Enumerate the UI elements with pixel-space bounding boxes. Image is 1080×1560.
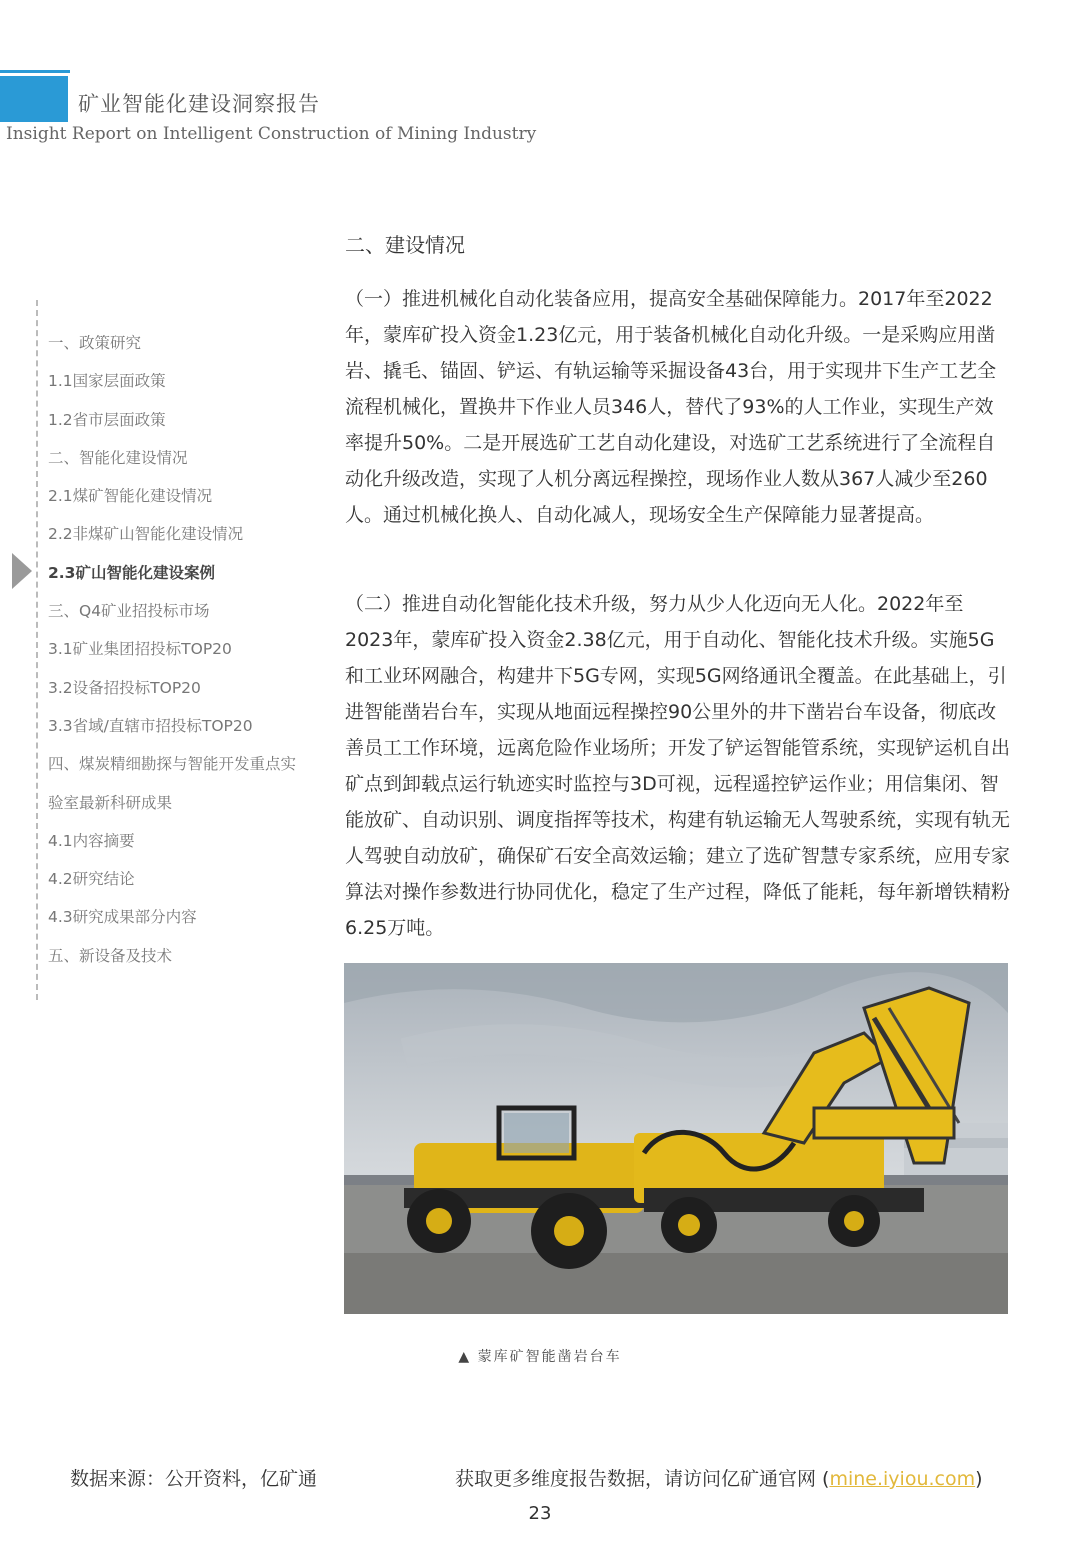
report-title: 矿业智能化建设洞察报告 <box>78 92 320 116</box>
toc-item[interactable]: 2.2非煤矿山智能化建设情况 <box>48 525 244 544</box>
website-note <box>455 1464 983 1491</box>
toc-item[interactable]: 4.1内容摘要 <box>48 831 135 850</box>
toc-item[interactable]: 五、新设备及技术 <box>48 946 173 965</box>
page-number: 23 <box>528 1503 552 1524</box>
toc-item[interactable]: 3.1矿业集团招投标TOP20 <box>48 640 232 659</box>
toc-item[interactable]: 1.2省市层面政策 <box>48 410 166 429</box>
table-of-contents <box>48 330 323 981</box>
drill-rig-photo <box>344 963 1008 1314</box>
toc-item[interactable]: 2.1煤矿智能化建设情况 <box>48 487 213 506</box>
website-note-close: ) <box>975 1468 983 1490</box>
toc-item[interactable]: 验室最新科研成果 <box>48 793 173 812</box>
report-subtitle: Insight Report on Intelligent Construction of Mining Industry <box>6 124 537 144</box>
website-link[interactable]: mine.iyiou.com <box>829 1468 976 1490</box>
toc-item[interactable]: 一、政策研究 <box>48 334 142 352</box>
image-caption: ▲ 蒙库矿智能凿岩台车 <box>458 1349 622 1365</box>
toc-item-active[interactable]: 2.3矿山智能化建设案例 <box>48 563 215 582</box>
body-paragraph-2: （二）推进自动化智能化技术升级，努力从少人化迈向无人化。2022年至2023年，蒙库矿投入资金2.38亿元，用于自动化、智能化技术升级。实施5G和工业环网融合，构建井下5G专网，实现5G网络通讯全覆盖。在此基础上，引进智能凿岩台车，实现从地面远程操控90公里外的井下凿岩台车设备，彻底改善员工工作环境，远离危险作业场所；开发了铲运智能管系统，实现铲运机自出矿点到卸载点运行轨迹实时监控与3D可视，远程遥控铲运作业；用信集闭、智能放矿、自动识别、调度指挥等技术，构建有轨运输无人驾驶系统，实现有轨无人驾驶自动放矿，确保矿石安全高效运输；建立了选矿智慧专家系统，应用专家算法对操作参数进行协同优化，稳定了生产过程，降低了能耗，每年新增铁精粉6.25万吨。 <box>345 593 1011 939</box>
toc-item[interactable]: 三、Q4矿业招投标市场 <box>48 602 210 621</box>
header-top-line <box>0 70 70 73</box>
data-source-note: 数据来源：公开资料，亿矿通 <box>70 1468 318 1490</box>
toc-item[interactable]: 4.3研究成果部分内容 <box>48 908 197 927</box>
body-paragraph-1: （一）推进机械化自动化装备应用，提高安全基础保障能力。2017年至2022年，蒙库矿投入资金1.23亿元，用于装备机械化自动化升级。一是采购应用凿岩、撬毛、锚固、铲运、有轨运输等采掘设备43台，用于实现井下生产工艺全流程机械化，置换井下作业人员346人，替代了93%的人工作业，实现生产效率提升50%。二是开展选矿工艺自动化建设，对选矿工艺系统进行了全流程自动化升级改造，实现了人机分离远程操控，现场作业人数从367人减少至260人。通过机械化换人、自动化减人，现场安全生产保障能力显著提高。 <box>345 288 997 526</box>
toc-divider-line <box>36 300 38 1000</box>
toc-item[interactable]: 4.2研究结论 <box>48 870 135 889</box>
toc-item[interactable]: 四、煤炭精细勘探与智能开发重点实 <box>48 755 297 774</box>
toc-current-arrow-icon <box>12 553 32 589</box>
toc-item[interactable]: 二、智能化建设情况 <box>48 448 188 467</box>
header-accent-block <box>0 76 68 122</box>
section-title: 二、建设情况 <box>345 233 465 257</box>
toc-item[interactable]: 3.2设备招投标TOP20 <box>48 678 201 697</box>
toc-item[interactable]: 1.1国家层面政策 <box>48 372 166 391</box>
toc-item[interactable]: 3.3省域/直辖市招投标TOP20 <box>48 716 253 735</box>
website-note-text: 获取更多维度报告数据，请访问亿矿通官网 ( <box>455 1468 830 1490</box>
